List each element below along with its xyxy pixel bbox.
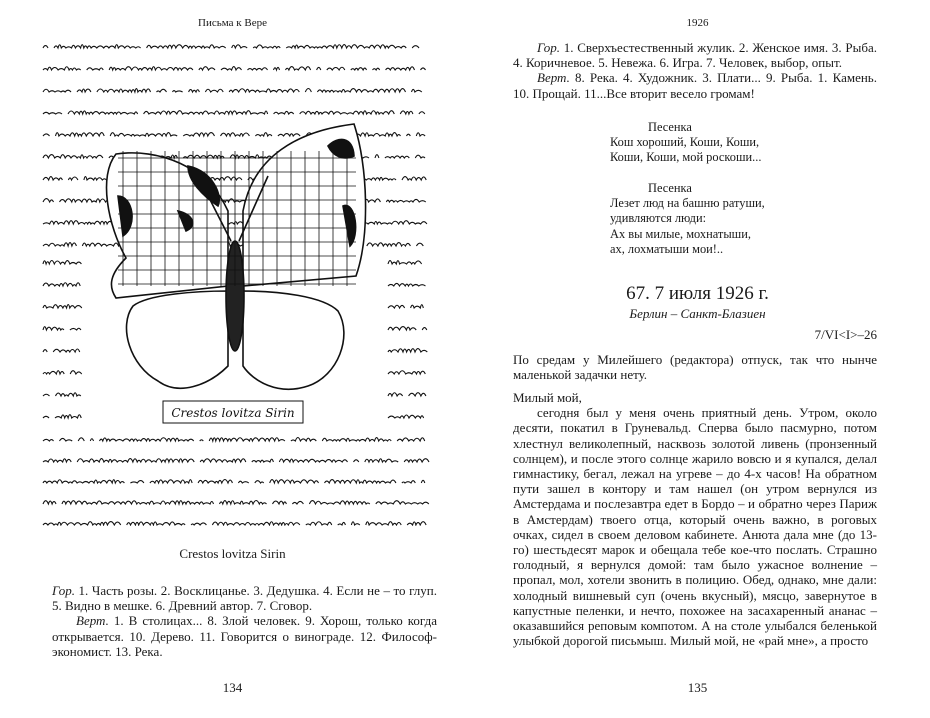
- page-number: 135: [687, 680, 708, 695]
- handwriting-stroke: [43, 480, 425, 484]
- right-page: [465, 0, 930, 718]
- song-line: Лезет люд на башню ратуши,: [610, 196, 765, 211]
- clues-down: [513, 70, 877, 100]
- salutation: Милый мой,: [513, 390, 582, 405]
- running-head: Письма к Вере: [198, 17, 267, 29]
- handwriting-stroke: [388, 349, 427, 352]
- handwriting-stroke: [388, 415, 424, 418]
- butterfly-crossword-drawing: [107, 124, 366, 423]
- letter-body: [513, 390, 877, 648]
- clues-label: Гор.: [52, 583, 75, 598]
- handwriting-stroke: [43, 221, 433, 224]
- manuscript-label: Crestos lovitza Sirin: [171, 406, 295, 420]
- handwriting-stroke: [388, 327, 433, 330]
- page-number: 134: [222, 680, 243, 695]
- letter-title: 67. 7 июля 1926 г.: [626, 283, 769, 304]
- handwriting-stroke: [43, 522, 426, 525]
- handwriting-stroke: [43, 459, 429, 462]
- clues-across: [513, 40, 877, 70]
- manuscript-facsimile-image: [38, 36, 433, 526]
- clues-text: 8. Река. 4. Художник. 3. Плати... 9. Рыба. 1. Камень. 10. Прощай. 11...Все вторит весело громам!: [513, 70, 877, 101]
- song-line: удивляются люди:: [610, 211, 707, 226]
- clues-down: [52, 613, 437, 659]
- clues-across: [52, 583, 437, 613]
- handwriting-stroke: [43, 89, 428, 93]
- figure-caption: Crestos lovitza Sirin: [179, 546, 286, 561]
- handwriting-stroke: [388, 393, 426, 396]
- song-verse: [610, 120, 761, 166]
- song-line: Ах вы милые, мохнатыши,: [610, 226, 751, 241]
- handwriting-stroke: [43, 415, 81, 418]
- song-line: Кош хороший, Коши, Коши,: [610, 135, 760, 150]
- handwriting-stroke: [43, 305, 82, 308]
- handwriting-stroke: [43, 133, 425, 136]
- song-line: ах, лохматыши мои!..: [610, 241, 724, 256]
- handwriting-stroke: [43, 155, 425, 158]
- handwriting-stroke: [388, 283, 426, 286]
- clues-text: 1. Часть розы. 2. Восклицанье. 3. Дедушка. 4. Если не – то глуп. 5. Видно в мешке. 6. Древний автор. 7. Сговор.: [52, 583, 437, 614]
- handwriting-stroke: [43, 45, 425, 48]
- handwriting-stroke: [43, 67, 426, 70]
- handwriting-stroke: [43, 349, 80, 352]
- handwriting-stroke: [388, 371, 425, 374]
- clues-label: Гор.: [537, 40, 560, 55]
- handwriting-stroke: [43, 501, 429, 505]
- crossword-clues: [52, 583, 437, 659]
- handwriting-stroke: [43, 111, 425, 114]
- handwriting-stroke: [388, 261, 428, 264]
- clues-text: 1. Сверхъестественный жулик. 2. Женское имя. 3. Рыба. 4. Коричневое. 5. Невежа. 6. Игра. 7. Человек, выбор, опыт.: [513, 40, 877, 71]
- song-title: Песенка: [648, 120, 692, 134]
- crossword-clues: [513, 40, 877, 101]
- handwriting-stroke: [43, 261, 81, 265]
- clues-text: 1. В столицах... 8. Злой человек. 9. Хорош, только когда открывается. 10. Дерево. 11. Говорится о винограде. 12. Философ-экономист. 13. Река.: [52, 613, 437, 659]
- letter-paragraph: сегодня был у меня очень приятный день. Утром, около десяти, покатил в Груневальд. Сперва было пасмурно, потом хлестнул великолепный, насквозь золотой ливень (пронзенный солнцем), и после этого солнце жарило вовсю и я купался, делал гимнастику, бегал, лежал на угреве – до 4-х часов! На обратном пути зашел в контору и там нашел (он утром вернулся из Амстердама и послезавтра едет в Бордо – и обратно через Париж в Амстердам) твоего отца, который очень важно, в роговых очках, сидел в своем деловом кабинете. Анюта дала мне (до 13-го) шестьдесят марок и обещала тебе кое-что послать. Страшно голодный, я вернулся домой: там было ужасное волнение – пропал, мол, хотели звонить в полицию. Обед, однако, мне дали: холодный вишневый суп (очень вкусный), мясцо, завернутое в капустные пеленки, и нечто, похожее на засахаренный ананас – оказавшийся реповым компотом. А на столе улыбался беленькой улыбкой дорогой письмыш. Милый мой, не «рай мне», а просто: [513, 405, 877, 649]
- letter-date: 7/VI<I>–26: [814, 327, 877, 342]
- handwriting-stroke: [43, 283, 80, 286]
- handwriting-stroke: [43, 327, 81, 330]
- clues-label: Верт.: [76, 613, 109, 629]
- song-line: Коши, Коши, мой роскоши...: [610, 150, 762, 165]
- clues-label: Верт.: [537, 70, 570, 86]
- song-title: Песенка: [648, 181, 692, 195]
- letter-place: Берлин – Санкт-Блазиен: [629, 306, 766, 321]
- handwriting-stroke: [43, 438, 425, 442]
- handwriting-stroke: [43, 393, 81, 396]
- handwriting-stroke: [388, 305, 423, 308]
- handwriting-stroke: [43, 371, 82, 374]
- running-head: 1926: [686, 17, 709, 29]
- song-verse: [610, 181, 765, 257]
- letter-paragraph: По средам у Милейшего (редактора) отпуск, так что нынче маленькой задачки нету.: [513, 352, 877, 383]
